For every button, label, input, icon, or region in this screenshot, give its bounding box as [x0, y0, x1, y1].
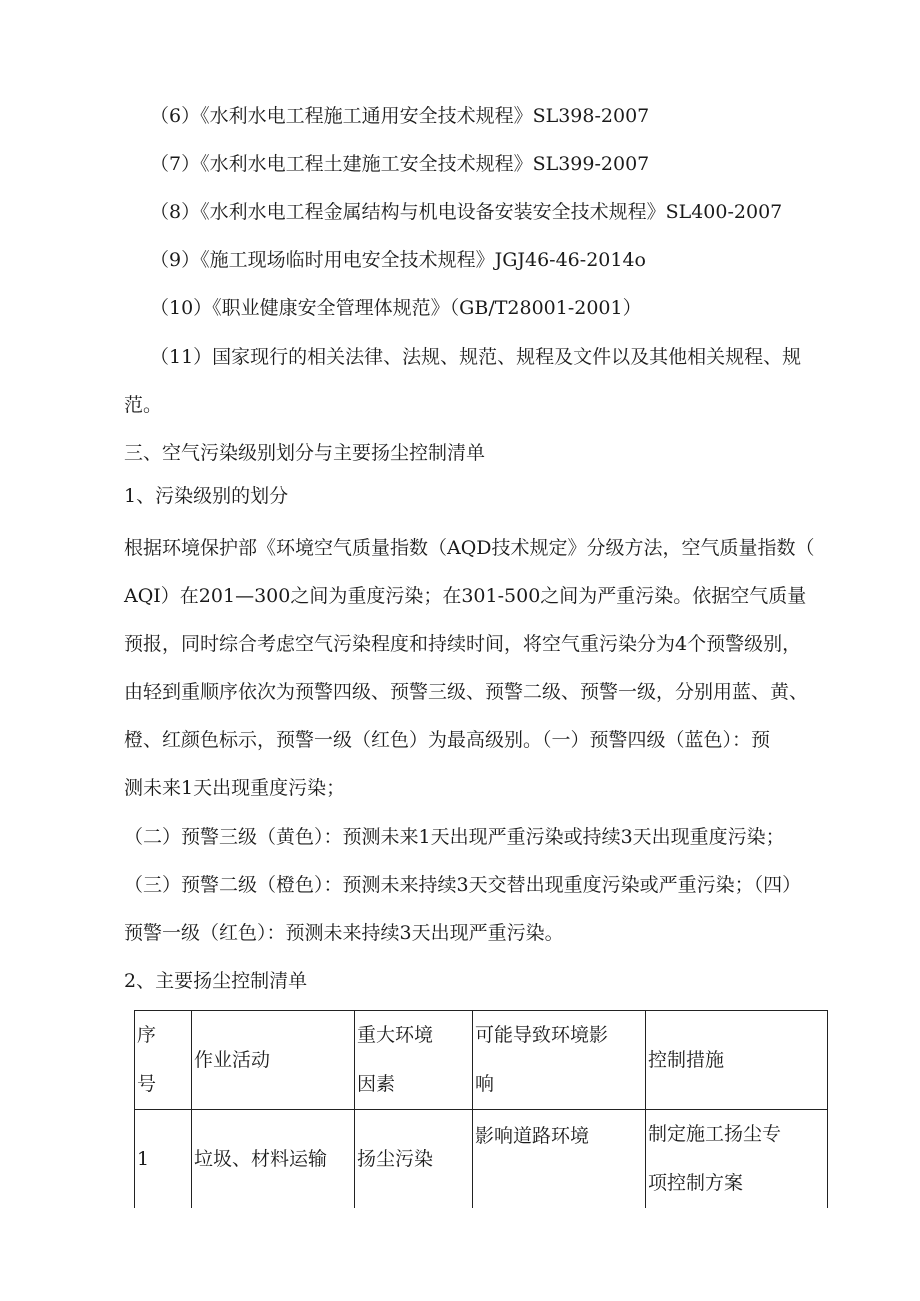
reference-item-9: （9）《施工现场临时用电安全技术规程》JGJ46-46-2014o — [150, 249, 646, 271]
cell-seq: 1 — [135, 1110, 192, 1209]
paragraph-line: （三）预警二级（橙色）：预测未来持续3天交替出现重度污染或严重污染；（四） — [124, 874, 802, 896]
reference-item-11-line2: 范。 — [124, 394, 163, 416]
table-row — [135, 1110, 828, 1209]
page-bottom-margin — [0, 1208, 920, 1301]
header-factor-line1: 重大环境 — [357, 1024, 434, 1046]
cell-measures-line2: 项控制方案 — [648, 1172, 744, 1194]
reference-item-6: （6）《水利水电工程施工通用安全技术规程》SL398-2007 — [150, 105, 650, 127]
dust-control-table — [134, 1010, 828, 1209]
header-seq — [135, 1011, 192, 1110]
cell-measures — [646, 1110, 828, 1209]
paragraph-line: 橙、红颜色标示，预警一级（红色）为最高级别。（一）预警四级（蓝色）：预 — [124, 729, 771, 751]
header-seq-line2: 号 — [137, 1073, 157, 1095]
paragraph-line: 测未来1天出现重度污染； — [124, 777, 346, 799]
subsection-1-heading: 1、污染级别的划分 — [124, 485, 289, 507]
header-measures: 控制措施 — [646, 1011, 828, 1110]
header-impact — [473, 1011, 646, 1110]
header-impact-line1: 可能导致环境影 — [475, 1024, 609, 1046]
header-impact-line2: 响 — [475, 1073, 495, 1095]
paragraph-line: AQI）在201—300之间为重度污染；在301-500之间为严重污染。依据空气质量 — [124, 585, 807, 607]
section-3-heading: 三、空气污染级别划分与主要扬尘控制清单 — [124, 442, 486, 464]
header-activity: 作业活动 — [192, 1011, 355, 1110]
paragraph-line: （二）预警三级（黄色）：预测未来1天出现严重污染或持续3天出现重度污染； — [124, 826, 785, 848]
reference-item-7: （7）《水利水电工程土建施工安全技术规程》SL399-2007 — [150, 153, 650, 175]
paragraph-line: 根据环境保护部《环境空气质量指数（AQD技术规定》分级方法，空气质量指数（ — [124, 537, 815, 559]
paragraph-line: 预警一级（红色）：预测未来持续3天出现严重污染。 — [124, 922, 564, 944]
cell-measures-line1: 制定施工扬尘专 — [648, 1123, 782, 1145]
header-factor — [355, 1011, 473, 1110]
cell-impact: 影响道路环境 — [473, 1110, 646, 1209]
paragraph-line: 由轻到重顺序依次为预警四级、预警三级、预警二级、预警一级，分别用蓝、黄、 — [124, 681, 809, 703]
header-factor-line2: 因素 — [357, 1073, 396, 1095]
header-seq-line1: 序 — [137, 1024, 157, 1046]
table-header-row — [135, 1011, 828, 1110]
reference-item-8: （8）《水利水电工程金属结构与机电设备安装安全技术规程》SL400-2007 — [150, 201, 783, 223]
paragraph-line: 预报，同时综合考虑空气污染程度和持续时间，将空气重污染分为4个预警级别， — [124, 633, 802, 655]
cell-factor: 扬尘污染 — [355, 1110, 473, 1209]
cell-activity: 垃圾、材料运输 — [192, 1110, 355, 1209]
reference-item-11-line1: （11）国家现行的相关法律、法规、规范、规程及文件以及其他相关规程、规 — [150, 346, 802, 368]
reference-item-10: （10）《职业健康安全管理体规范》（GB/T28001-2001） — [150, 297, 642, 319]
subsection-2-heading: 2、主要扬尘控制清单 — [124, 970, 308, 992]
